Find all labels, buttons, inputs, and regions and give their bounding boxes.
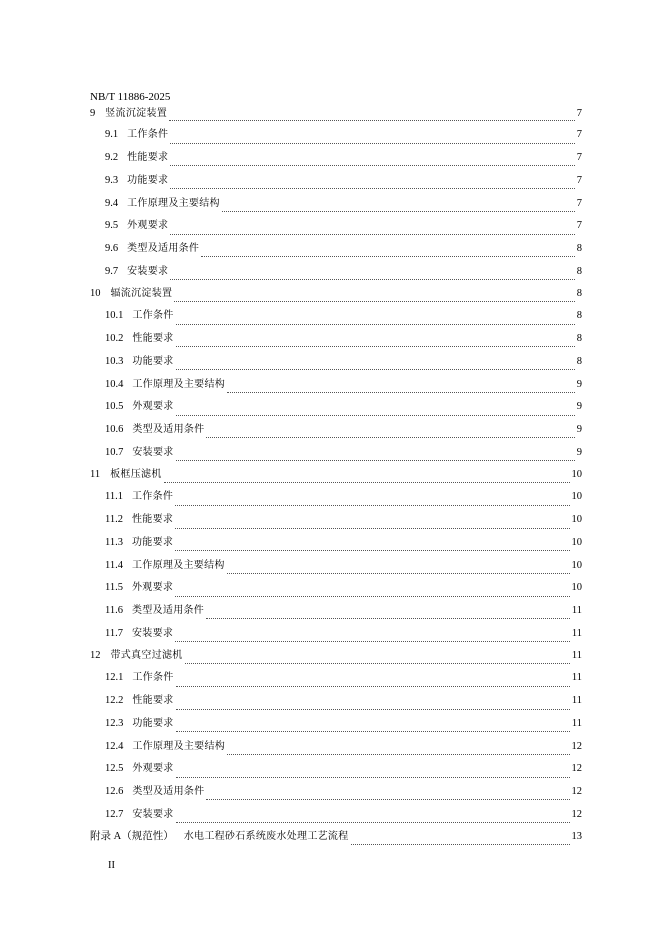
- toc-entry-page: 9: [576, 446, 582, 458]
- toc-entry-number: 11.2: [105, 514, 123, 526]
- toc-entry-number: 10.3: [105, 355, 124, 367]
- dot-leader: [176, 777, 570, 778]
- toc-entry-page: 8: [576, 288, 582, 300]
- toc-entry-title: 外观要求: [132, 763, 174, 775]
- toc-section-entry[interactable]: [0, 781, 662, 804]
- toc-section-entry[interactable]: [0, 169, 662, 192]
- toc-entry-number: 9.7: [105, 265, 119, 277]
- toc-entry-title: 辐流沉淀装置: [110, 288, 173, 300]
- toc-section-entry[interactable]: [0, 192, 662, 215]
- dot-leader: [170, 234, 574, 235]
- toc-entry-number: 10.5: [105, 401, 124, 413]
- toc-section-entry[interactable]: [0, 441, 662, 464]
- dot-leader: [174, 301, 574, 302]
- toc-entry-page: 10: [571, 469, 582, 481]
- dot-leader: [175, 596, 569, 597]
- dot-leader: [175, 641, 570, 642]
- toc-entry-title: 水电工程砂石系统废水处理工艺流程: [183, 831, 349, 843]
- dot-leader: [176, 686, 570, 687]
- toc-section-entry[interactable]: [0, 713, 662, 736]
- toc-entry-title: 外观要求: [127, 220, 169, 232]
- toc-entry-page: 8: [576, 333, 582, 345]
- dot-leader: [175, 505, 569, 506]
- toc-entry-number: 12.7: [105, 808, 124, 820]
- toc-entry-number: 11.7: [105, 627, 123, 639]
- dot-leader: [169, 120, 575, 121]
- table-of-contents: [0, 104, 662, 848]
- toc-entry-title: 功能要求: [132, 355, 174, 367]
- toc-section-entry[interactable]: [0, 486, 662, 509]
- toc-entry-page: 12: [571, 763, 582, 775]
- toc-section-entry[interactable]: [0, 238, 662, 261]
- toc-entry-number: 10.6: [105, 423, 124, 435]
- dot-leader: [206, 799, 569, 800]
- toc-entry-title: 工作条件: [127, 129, 169, 141]
- toc-chapter-entry[interactable]: [0, 104, 662, 124]
- toc-chapter-entry[interactable]: [0, 283, 662, 305]
- toc-section-entry[interactable]: [0, 758, 662, 781]
- dot-leader: [176, 731, 570, 732]
- toc-section-entry[interactable]: [0, 260, 662, 283]
- toc-entry-page: 10: [571, 514, 582, 526]
- toc-entry-number: 12.3: [105, 717, 124, 729]
- dot-leader: [176, 346, 575, 347]
- toc-entry-page: 7: [576, 197, 582, 209]
- dot-leader: [176, 460, 575, 461]
- toc-entry-title: 性能要求: [132, 695, 174, 707]
- toc-entry-page: 11: [571, 672, 582, 684]
- toc-entry-page: 10: [571, 559, 582, 571]
- toc-entry-title: 板框压滤机: [110, 469, 162, 481]
- toc-entry-page: 8: [576, 310, 582, 322]
- toc-entry-page: 9: [576, 401, 582, 413]
- toc-section-entry[interactable]: [0, 215, 662, 238]
- dot-leader: [164, 482, 570, 483]
- toc-entry-number: 附录 A（规范性）: [90, 831, 174, 843]
- toc-entry-page: 10: [571, 536, 582, 548]
- dot-leader: [170, 188, 574, 189]
- dot-leader: [227, 754, 569, 755]
- toc-entry-number: 10.2: [105, 333, 124, 345]
- toc-entry-title: 工作原理及主要结构: [132, 740, 226, 752]
- toc-entry-page: 8: [576, 242, 582, 254]
- dot-leader: [206, 437, 574, 438]
- toc-entry-number: 10.7: [105, 446, 124, 458]
- toc-entry-page: 7: [576, 174, 582, 186]
- toc-entry-title: 性能要求: [132, 333, 174, 345]
- toc-section-entry[interactable]: [0, 690, 662, 713]
- toc-entry-number: 12.1: [105, 672, 124, 684]
- toc-entry-number: 12.6: [105, 786, 124, 798]
- toc-section-entry[interactable]: [0, 735, 662, 758]
- toc-section-entry[interactable]: [0, 147, 662, 170]
- toc-entry-number: 9.5: [105, 220, 119, 232]
- toc-section-entry[interactable]: [0, 803, 662, 826]
- toc-entry-page: 8: [576, 355, 582, 367]
- toc-entry-number: 11.5: [105, 582, 123, 594]
- toc-section-entry[interactable]: [0, 328, 662, 351]
- toc-entry-title: 安装要求: [132, 808, 174, 820]
- toc-entry-page: 9: [576, 378, 582, 390]
- dot-leader: [175, 528, 569, 529]
- toc-entry-title: 外观要求: [132, 582, 174, 594]
- dot-leader: [170, 143, 574, 144]
- toc-entry-title: 类型及适用条件: [132, 605, 205, 617]
- toc-entry-title: 工作条件: [132, 672, 174, 684]
- dot-leader: [176, 709, 570, 710]
- toc-entry-page: 7: [576, 220, 582, 232]
- toc-entry-title: 工作条件: [132, 491, 174, 503]
- dot-leader: [351, 844, 570, 845]
- toc-entry-page: 7: [576, 152, 582, 164]
- toc-entry-title: 类型及适用条件: [132, 423, 205, 435]
- toc-entry-page: 10: [571, 491, 582, 503]
- toc-entry-page: 11: [571, 650, 582, 662]
- toc-entry-page: 11: [571, 695, 582, 707]
- toc-entry-page: 12: [571, 808, 582, 820]
- toc-chapter-entry[interactable]: [0, 645, 662, 667]
- toc-entry-title: 安装要求: [132, 627, 174, 639]
- toc-entry-page: 11: [571, 717, 582, 729]
- toc-section-entry[interactable]: [0, 577, 662, 600]
- toc-entry-title: 功能要求: [132, 536, 174, 548]
- toc-section-entry[interactable]: [0, 396, 662, 419]
- toc-entry-number: 10.1: [105, 310, 124, 322]
- dot-leader: [176, 369, 575, 370]
- toc-chapter-entry[interactable]: [0, 826, 662, 848]
- toc-section-entry[interactable]: [0, 532, 662, 555]
- toc-entry-number: 9: [90, 108, 96, 119]
- toc-entry-title: 工作原理及主要结构: [132, 559, 225, 571]
- toc-entry-title: 带式真空过滤机: [110, 650, 183, 662]
- toc-entry-number: 11.4: [105, 559, 123, 571]
- toc-entry-page: 13: [571, 831, 582, 843]
- dot-leader: [176, 822, 570, 823]
- toc-entry-page: 8: [576, 265, 582, 277]
- toc-section-entry[interactable]: [0, 667, 662, 690]
- toc-entry-page: 10: [571, 582, 582, 594]
- toc-entry-number: 9.1: [105, 129, 119, 141]
- toc-section-entry[interactable]: [0, 600, 662, 623]
- toc-entry-page: 11: [571, 627, 582, 639]
- dot-leader: [201, 256, 575, 257]
- toc-entry-number: 10.4: [105, 378, 124, 390]
- dot-leader: [227, 573, 570, 574]
- toc-entry-number: 11: [90, 469, 101, 481]
- toc-entry-title: 工作条件: [132, 310, 174, 322]
- toc-section-entry[interactable]: [0, 373, 662, 396]
- dot-leader: [176, 324, 575, 325]
- toc-entry-title: 工作原理及主要结构: [127, 197, 220, 209]
- page-number-footer: II: [108, 860, 115, 871]
- dot-leader: [175, 550, 569, 551]
- toc-entry-title: 类型及适用条件: [127, 242, 200, 254]
- toc-entry-title: 功能要求: [127, 174, 169, 186]
- toc-entry-title: 性能要求: [132, 514, 174, 526]
- toc-section-entry[interactable]: [0, 509, 662, 532]
- toc-section-entry[interactable]: [0, 554, 662, 577]
- toc-entry-number: 11.1: [105, 491, 123, 503]
- toc-entry-title: 外观要求: [132, 401, 174, 413]
- toc-entry-number: 12.2: [105, 695, 124, 707]
- toc-entry-number: 9.3: [105, 174, 119, 186]
- toc-entry-page: 11: [571, 605, 582, 617]
- dot-leader: [222, 211, 575, 212]
- toc-section-entry[interactable]: [0, 622, 662, 645]
- toc-entry-number: 9.6: [105, 242, 119, 254]
- toc-entry-title: 工作原理及主要结构: [132, 378, 226, 390]
- toc-entry-page: 7: [576, 108, 582, 119]
- toc-section-entry[interactable]: [0, 350, 662, 373]
- toc-chapter-entry[interactable]: [0, 464, 662, 486]
- dot-leader: [176, 415, 575, 416]
- dot-leader: [227, 392, 575, 393]
- toc-entry-title: 功能要求: [132, 717, 174, 729]
- toc-entry-number: 10: [90, 288, 101, 300]
- toc-entry-number: 11.3: [105, 536, 123, 548]
- toc-entry-title: 性能要求: [127, 152, 169, 164]
- dot-leader: [170, 165, 574, 166]
- dot-leader: [206, 618, 570, 619]
- toc-entry-page: 9: [576, 423, 582, 435]
- toc-entry-number: 12.5: [105, 763, 124, 775]
- toc-entry-title: 竖流沉淀装置: [105, 108, 168, 119]
- toc-entry-title: 类型及适用条件: [132, 786, 205, 798]
- toc-entry-title: 安装要求: [132, 446, 174, 458]
- toc-entry-number: 12: [90, 650, 101, 662]
- toc-section-entry[interactable]: [0, 305, 662, 328]
- toc-entry-number: 12.4: [105, 740, 124, 752]
- document-id-header: NB/T 11886-2025: [90, 91, 171, 103]
- toc-entry-page: 12: [571, 740, 582, 752]
- toc-entry-number: 9.2: [105, 152, 119, 164]
- toc-entry-title: 安装要求: [127, 265, 169, 277]
- toc-entry-number: 11.6: [105, 605, 123, 617]
- toc-entry-page: 7: [576, 129, 582, 141]
- toc-entry-page: 12: [571, 786, 582, 798]
- toc-section-entry[interactable]: [0, 124, 662, 147]
- toc-entry-number: 9.4: [105, 197, 119, 209]
- toc-section-entry[interactable]: [0, 419, 662, 442]
- dot-leader: [185, 663, 570, 664]
- dot-leader: [170, 279, 574, 280]
